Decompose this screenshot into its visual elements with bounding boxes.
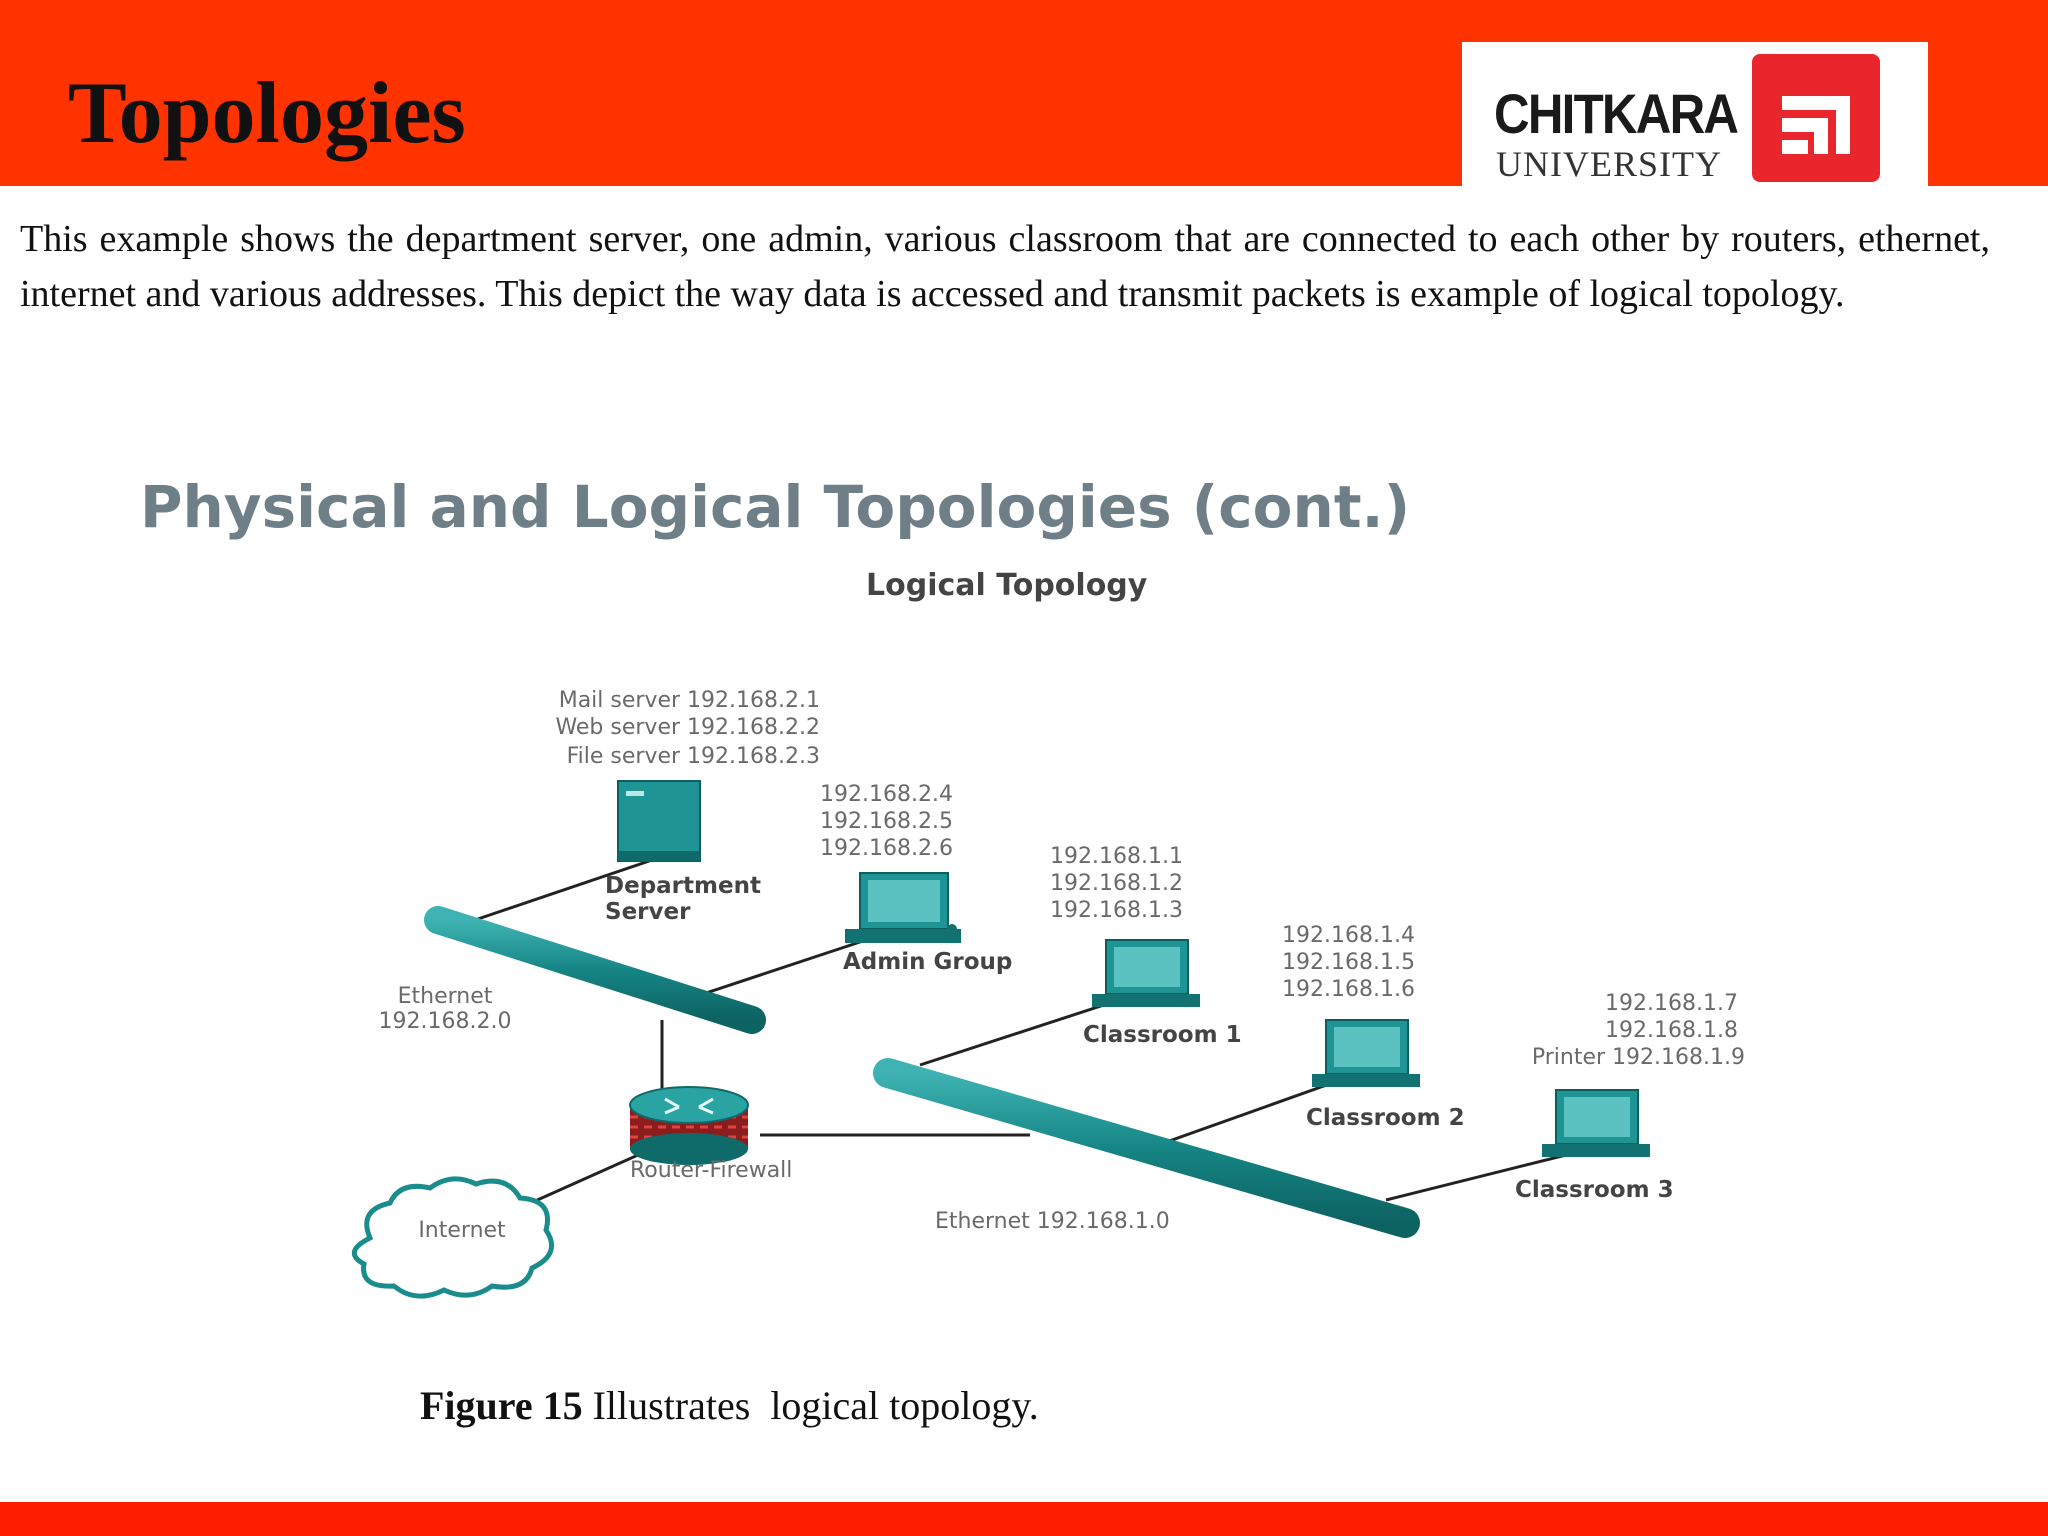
server-address-2: Web server 192.168.2.2 [555,715,820,740]
figure-subtitle: Logical Topology [866,568,1148,603]
logo-wordmark: CHITKARA [1494,82,1738,145]
university-logo [1462,42,1928,186]
logo-subtitle: UNIVERSITY [1496,144,1722,184]
classroom-2-address-1: 192.168.1.4 [1282,923,1415,948]
intro-paragraph: This example shows the department server, one admin, various classroom that are connected to each other by routers, ethernet, internet and various addresses. This depict the way data is accessed and transmit packets is example of logical topology. [20,218,1990,315]
internet-label: Internet [418,1218,506,1243]
figure-title: Physical and Logical Topologies (cont.) [140,473,1411,541]
classroom-2-label: Classroom 2 [1306,1105,1465,1131]
ethernet-top-label-1: Ethernet [397,984,493,1009]
classroom-3-address-3: Printer 192.168.1.9 [1531,1045,1745,1070]
logical-topology-figure [120,455,2020,1345]
admin-computer-icon [845,873,961,943]
server-address-1: Mail server 192.168.2.1 [558,688,820,713]
classroom-1-address-3: 192.168.1.3 [1050,898,1183,923]
slide-title: Topologies [68,65,466,162]
classroom-3-address-2: 192.168.1.8 [1605,1018,1738,1043]
classroom-1-computer-icon [1092,940,1200,1007]
caption-text: Illustrates logical topology. [582,1383,1039,1428]
classroom-1-label: Classroom 1 [1083,1022,1242,1048]
classroom-2-address-3: 192.168.1.6 [1282,977,1415,1002]
admin-address-2: 192.168.2.5 [820,809,953,834]
header-bar [0,0,2048,186]
admin-group-label: Admin Group [843,949,1013,975]
topology-diagram [120,455,2020,1345]
department-server-icon [618,781,700,861]
department-server-label-2: Server [605,899,691,925]
ethernet-top-label-2: 192.168.2.0 [378,1009,512,1034]
department-server-label-1: Department [605,873,761,899]
server-address-3: File server 192.168.2.3 [566,744,820,769]
classroom-3-computer-icon [1542,1090,1650,1157]
classroom-1-address-2: 192.168.1.2 [1050,871,1183,896]
footer-bar [0,1502,2048,1536]
classroom-3-address-1: 192.168.1.7 [1605,991,1738,1016]
admin-address-1: 192.168.2.4 [820,782,953,807]
classroom-2-address-2: 192.168.1.5 [1282,950,1415,975]
router-firewall-icon [630,1087,748,1165]
ethernet-bottom-label: Ethernet 192.168.1.0 [935,1209,1170,1234]
classroom-1-address-1: 192.168.1.1 [1050,844,1183,869]
caption-figure-number: Figure 15 [420,1383,583,1428]
router-firewall-label: Router-Firewall [630,1158,793,1183]
ethernet-bottom-pipe [888,1073,1405,1223]
admin-address-3: 192.168.2.6 [820,836,953,861]
classroom-2-computer-icon [1312,1020,1420,1087]
classroom-3-label: Classroom 3 [1515,1177,1674,1203]
logo-mark-icon [1752,54,1880,182]
figure-caption [420,1382,1039,1429]
